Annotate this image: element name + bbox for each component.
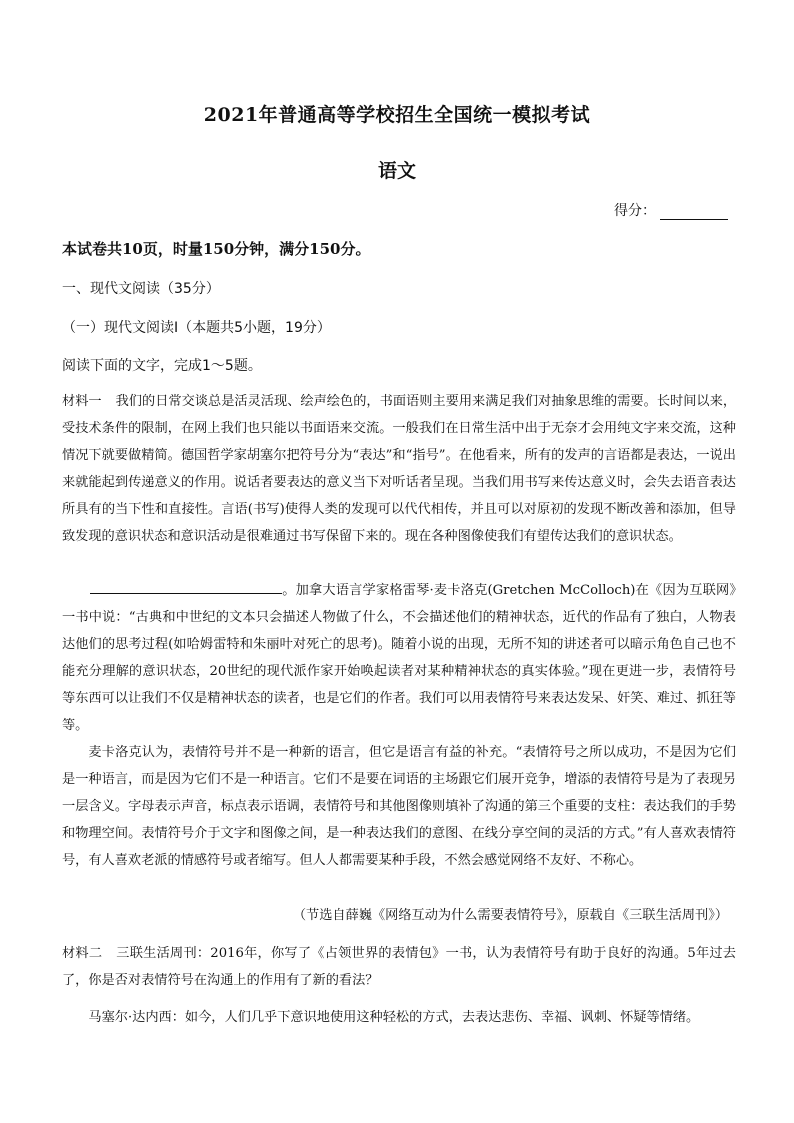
- answer-blank[interactable]: [90, 579, 282, 594]
- score-blank[interactable]: [660, 205, 728, 220]
- score-label: 得分：: [614, 203, 656, 219]
- material1-label: 材料一: [62, 394, 102, 409]
- exam-title: 2021年普通高等学校招生全国统一模拟考试: [203, 104, 591, 126]
- material1-paragraph3: [62, 739, 736, 874]
- material1-p1-text: 我们的日常交谈总是活灵活现、绘声绘色的，书面语则主要用来满足我们对抽象思维的需要。长时间以来，受技术条件的限制，在网上我们也只能以书面语来交流。一般我们在日常生活中出于无奈才会用纯文字来交流，这种情况下就要做精简。德国哲学家胡塞尔把符号分为“表达”和“指号”。在他看来，所有的发声的言语都是表达，一说出来就能起到传递意义的作用。说话者要表达的意义当下对听话者呈现。当我们用书写来传达意义时，会失去语音表达所具有的当下性和直接性。言语(书写)使得人类的发现可以代代相传，并且可以对原初的发现不断改善和添加，但导致发现的意识状态和意识活动是很难通过书写保留下来的。现在各种图像使我们有望传达我们的意识状态。: [62, 394, 737, 544]
- material1-source: （节选自薛巍《网络互动为什么需要表情符号》，原载自《三联生活周刊》）: [292, 908, 728, 923]
- material1-paragraph1: [62, 388, 736, 550]
- material2-p2-text: 马塞尔·达内西：如今，人们几乎下意识地使用这种轻松的方式，去表达悲伤、幸福、讽刺、怀疑等情绪。: [88, 1010, 700, 1025]
- material2-paragraph1: [62, 940, 736, 994]
- material2-label: 材料二: [62, 946, 103, 961]
- material1-p3-text: 麦卡洛克认为，表情符号并不是一种新的语言，但它是语言有益的补充。“表情符号之所以成功，不是因为它们是一种语言，而是因为它们不是一种语言。它们不是要在词语的主场跟它们展开竞争，增添的表情符号是为了表现另一层含义。字母表示声音，标点表示语调，表情符号和其他图像则填补了沟通的第三个重要的支柱：表达我们的手势和物理空间。表情符号介于文字和图像之间，是一种表达我们的意图、在线分享空间的灵活的方式。”有人喜欢表情符号，有人喜欢老派的情感符号或者缩写。但人人都需要某种手段，不然会感觉网络不友好、不称心。: [62, 745, 736, 868]
- score-field: [614, 200, 728, 220]
- subject-title: 语文: [377, 160, 416, 182]
- material2-paragraph2: [62, 1004, 736, 1031]
- exam-notice: 本试卷共10页，时量150分钟，满分150分。: [62, 240, 371, 258]
- section-heading: 一、现代文阅读（35分）: [62, 281, 220, 297]
- material1-paragraph2: [62, 577, 736, 739]
- sub-heading: （一）现代文阅读Ⅰ（本题共5小题，19分）: [62, 320, 331, 336]
- instruction: 阅读下面的文字，完成1～5题。: [62, 358, 262, 374]
- material2-p1-text: 三联生活周刊：2016年，你写了《占领世界的表情包》一书，认为表情符号有助于良好的沟通。5年过去了，你是否对表情符号在沟通上的作用有了新的看法？: [62, 946, 736, 988]
- material1-p2-text: 。加拿大语言学家格雷琴·麦卡洛克(Gretchen McColloch)在《因为互联网》一书中说：“古典和中世纪的文本只会描述人物做了什么，不会描述他们的精神状态，近代的作品有了独白，人物表达他们的思考过程(如哈姆雷特和朱丽叶对死亡的思考)。随着小说的出现，无所不知的讲述者可以暗示角色自己也不能充分理解的意识状态，20世纪的现代派作家开始唤起读者对某种精神状态的真实体验。”现在更进一步，表情符号等东西可以让我们不仅是精神状态的读者，也是它们的作者。我们可以用表情符号来表达发呆、奸笑、难过、抓狂等等。: [62, 583, 736, 733]
